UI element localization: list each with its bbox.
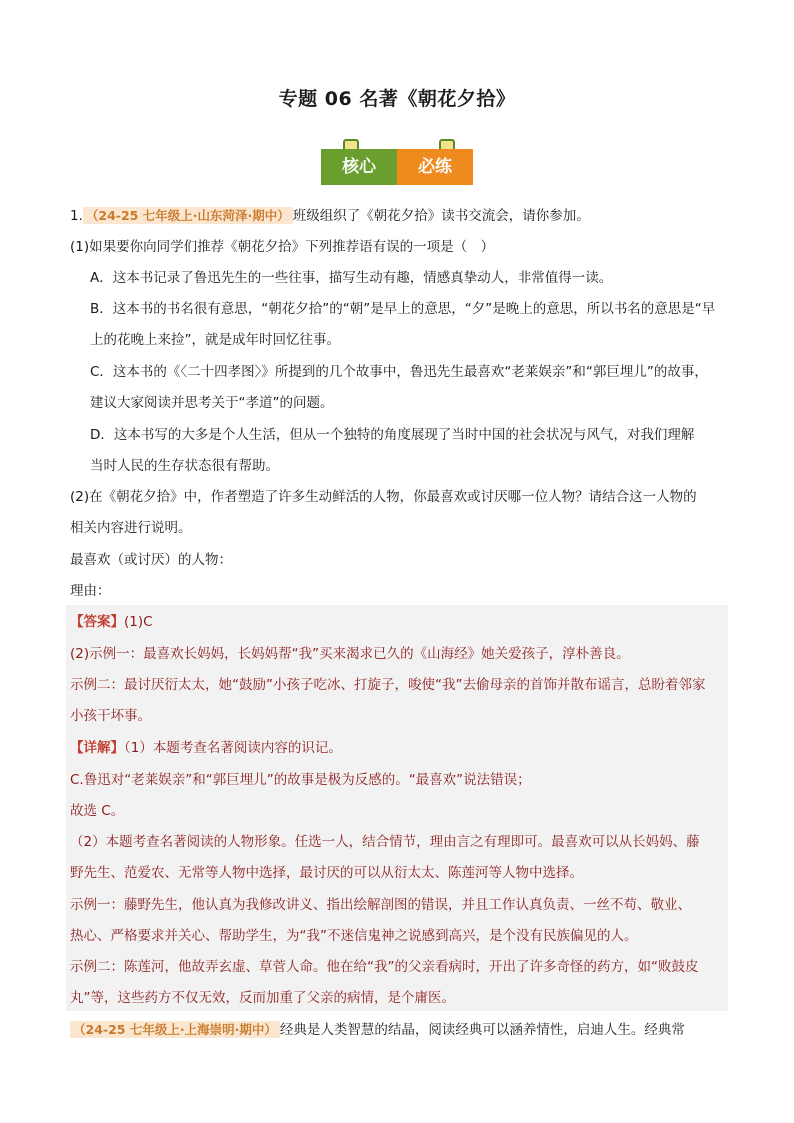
answer-label: 【答案】 [70,614,124,630]
detail-line-9: 丸”等，这些药方不仅无效，反而加重了父亲的病情，是个庸医。 [70,990,455,1006]
page-title: 专题 06 名著《朝花夕拾》 [278,88,516,110]
detail-line-4: （2）本题考查名著阅读的人物形象。任选一人，结合情节，理由言之有理即可。最喜欢可以从长妈妈、藤 [70,834,700,850]
option-d-cont: 当时人民的生存状态很有帮助。 [90,458,279,474]
sub-question-2: (2)在《朝花夕拾》中，作者塑造了许多生动鲜活的人物，你最喜欢或讨厌哪一位人物？请结合这一人物的 [70,489,697,505]
option-b-cont: 上的花晚上来捡”，就是成年时回忆往事。 [90,332,340,348]
answer-line-3: 示例二：最讨厌衍太太，她“鼓励”小孩子吃冰、打旋子，唆使“我”去偷母亲的首饰并散布谣言，总盼着邻家 [70,677,706,693]
answer-line-4: 小孩干坏事。 [70,708,151,724]
answer-line-2: (2)示例一：最喜欢长妈妈，长妈妈帮“我”买来渴求已久的《山海经》她关爱孩子，淳朴善良。 [70,646,630,662]
detail-line-5: 野先生、范爱农、无常等人物中选择，最讨厌的可以从衍太太、陈莲河等人物中选择。 [70,865,583,881]
option-c-cont: 建议大家阅读并思考关于“孝道”的问题。 [90,395,334,411]
question-2-stem: （24-25 七年级上·上海崇明·期中） 经典是人类智慧的结晶，阅读经典可以涵养情性，启迪人生。经典常 [70,1020,730,1040]
sub-question-1: (1)如果要你向同学们推荐《朝花夕拾》下列推荐语有误的一项是（ ） [70,239,495,255]
option-b: B．这本书的书名很有意思，“朝花夕拾”的“朝”是早上的意思，“夕”是晚上的意思，所以书名的意思是“早 [90,301,716,317]
section-banner [321,143,473,187]
detail-line-7: 热心、严格要求并关心、帮助学生，为“我”不迷信鬼神之说感到高兴，是个没有民族偏见的人。 [70,928,638,944]
banner-core: 核心 [321,149,397,185]
favorite-prompt: 最喜欢（或讨厌）的人物： [70,552,232,568]
sub-question-2-cont: 相关内容进行说明。 [70,520,192,536]
detail-line-8: 示例二：陈莲河，他故弄玄虚、草菅人命。他在给“我”的父亲看病时，开出了许多奇怪的药方，如“败鼓皮 [70,959,699,975]
detail-line-6: 示例一：藤野先生，他认真为我修改讲义、指出绘解剖图的错误，并且工作认真负责、一丝不苟、敬业、 [70,897,691,913]
option-c: C．这本书的《〈二十四孝图〉》所提到的几个故事中，鲁迅先生最喜欢“老莱娱亲”和“郭巨埋儿”的故事， [90,364,708,380]
detail-line-1: 【详解】（1）本题考查名著阅读内容的识记。 [70,740,342,756]
question-1-stem: 1. （24-25 七年级上·山东菏泽·期中） 班级组织了《朝花夕拾》读书交流会，请你参加。 [70,208,590,224]
detail-line-3: 故选 C。 [70,803,125,819]
option-d: D．这本书写的大多是个人生活，但从一个独特的角度展现了当时中国的社会状况与风气，对我们理解 [90,427,695,443]
answer-line-1: 【答案】(1)C [70,614,153,630]
reason-prompt: 理由： [70,583,111,599]
source-tag: （24-25 七年级上·上海崇明·期中） [70,1021,280,1038]
detail-line-2: C.鲁迅对“老莱娱亲”和“郭巨埋儿”的故事是极为反感的。“最喜欢”说法错误； [70,772,531,788]
source-tag: （24-25 七年级上·山东菏泽·期中） [83,207,293,224]
detail-label: 【详解】 [70,740,124,756]
option-a: A．这本书记录了鲁迅先生的一些往事，描写生动有趣，情感真挚动人，非常值得一读。 [90,270,613,286]
banner-practice: 必练 [397,149,473,185]
